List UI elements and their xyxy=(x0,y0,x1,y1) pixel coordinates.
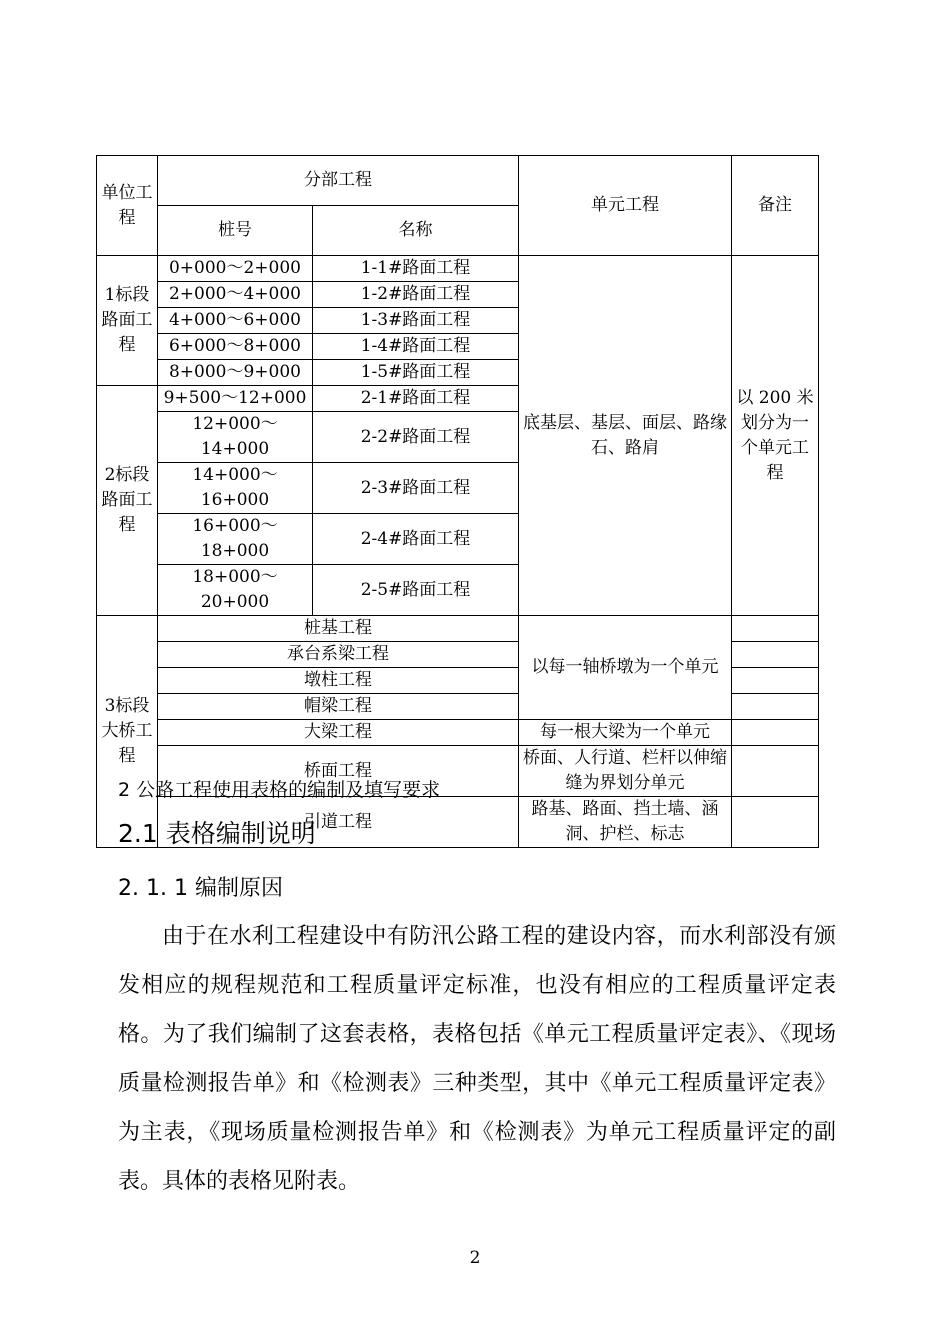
remark-cell xyxy=(732,616,819,642)
remark-cell xyxy=(732,746,819,797)
name-cell: 2-3#路面工程 xyxy=(313,463,519,514)
road-remark-cell: 以 200 米划分为一个单元工程 xyxy=(732,256,819,616)
stake-cell: 8+000～9+000 xyxy=(158,360,313,386)
stake-cell: 16+000～18+000 xyxy=(158,514,313,565)
name-cell: 2-1#路面工程 xyxy=(313,386,519,412)
name-cell: 1-1#路面工程 xyxy=(313,256,519,282)
stake-cell: 18+000～20+000 xyxy=(158,565,313,616)
stake-cell: 4+000～6+000 xyxy=(158,308,313,334)
name-cell: 2-4#路面工程 xyxy=(313,514,519,565)
page-number: 2 xyxy=(469,1248,481,1268)
bridge-name-cell: 墩柱工程 xyxy=(158,668,519,694)
name-cell: 1-5#路面工程 xyxy=(313,360,519,386)
remark-cell xyxy=(732,642,819,668)
name-cell: 1-2#路面工程 xyxy=(313,282,519,308)
remark-cell xyxy=(732,720,819,746)
name-cell: 1-3#路面工程 xyxy=(313,308,519,334)
heading-2-1-1: 2. 1. 1 编制原因 xyxy=(118,876,283,901)
element-cell: 桥面、人行道、栏杆以伸缩缝为界划分单元 xyxy=(519,746,732,797)
pier-element-cell: 以每一轴桥墩为一个单元 xyxy=(519,616,732,720)
element-cell: 每一根大梁为一个单元 xyxy=(519,720,732,746)
stake-cell: 9+500～12+000 xyxy=(158,386,313,412)
project-division-table xyxy=(96,155,819,848)
element-cell: 路基、路面、挡土墙、涵洞、护栏、标志 xyxy=(519,797,732,848)
bridge-name-cell: 大梁工程 xyxy=(158,720,519,746)
bridge-name-cell: 引道工程 xyxy=(158,797,519,848)
stake-cell: 0+000～2+000 xyxy=(158,256,313,282)
section1-label: 1标段路面工程 xyxy=(97,256,158,386)
remark-cell xyxy=(732,797,819,848)
name-cell: 2-2#路面工程 xyxy=(313,412,519,463)
bridge-name-cell: 承台系梁工程 xyxy=(158,642,519,668)
bridge-name-cell: 桥面工程 xyxy=(158,746,519,797)
section-title: 2 公路工程使用表格的编制及填写要求 xyxy=(118,779,441,801)
section2-label: 2标段路面工程 xyxy=(97,386,158,616)
section3-label: 3标段大桥工程 xyxy=(97,616,158,848)
bridge-name-cell: 桩基工程 xyxy=(158,616,519,642)
name-cell: 1-4#路面工程 xyxy=(313,334,519,360)
header-element: 单元工程 xyxy=(519,156,732,256)
stake-cell: 14+000～16+000 xyxy=(158,463,313,514)
bridge-name-cell: 帽梁工程 xyxy=(158,694,519,720)
stake-cell: 12+000～14+000 xyxy=(158,412,313,463)
remark-cell xyxy=(732,668,819,694)
stake-cell: 6+000～8+000 xyxy=(158,334,313,360)
header-division: 分部工程 xyxy=(158,156,519,206)
remark-cell xyxy=(732,694,819,720)
header-stake: 桩号 xyxy=(158,206,313,256)
name-cell: 2-5#路面工程 xyxy=(313,565,519,616)
header-unit: 单位工程 xyxy=(97,156,158,256)
header-name: 名称 xyxy=(313,206,519,256)
heading-2-1: 2.1 表格编制说明 xyxy=(118,819,316,848)
header-remark: 备注 xyxy=(732,156,819,256)
stake-cell: 2+000～4+000 xyxy=(158,282,313,308)
road-element-cell: 底基层、基层、面层、路缘石、路肩 xyxy=(519,256,732,616)
body-paragraph: 由于在水利工程建设中有防汛公路工程的建设内容，而水利部没有颁发相应的规程规范和工程质量评定标准，也没有相应的工程质量评定表格。为了我们编制了这套表格，表格包括《单元工程质量评定表》、《现场质量检测报告单》和《检测表》三种类型，其中《单元工程质量评定表》为主表，《现场质量检测报告单》和《检测表》为单元工程质量评定的副表。具体的表格见附表。 xyxy=(118,924,836,1194)
